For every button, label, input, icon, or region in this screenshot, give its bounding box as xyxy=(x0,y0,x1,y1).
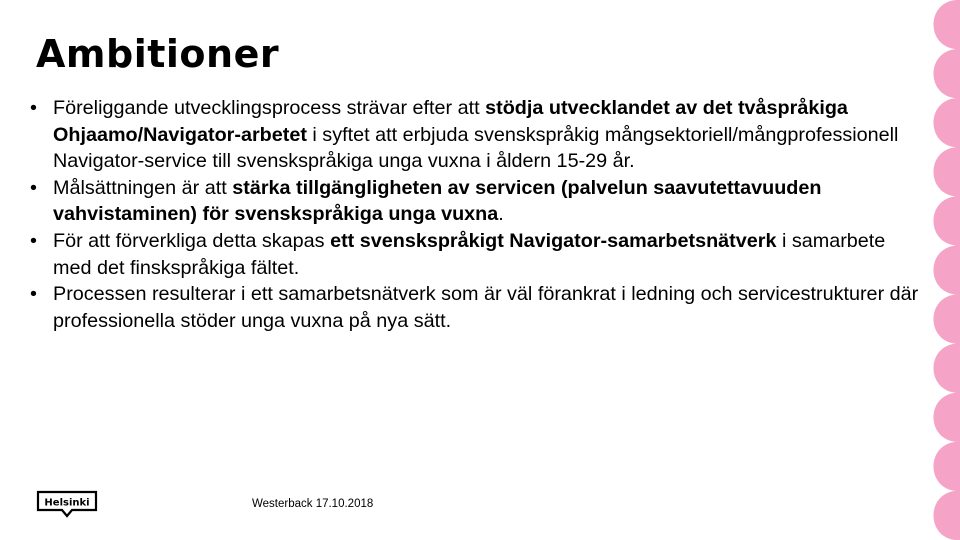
bullet-item xyxy=(30,281,920,334)
bullet-text: Processen resulterar i ett samarbetsnätverk som är väl förankrat i ledning och servicestrukturer där professionella stöder unga vuxna på nya sätt. xyxy=(53,283,919,332)
bullet-text: . xyxy=(498,203,504,226)
bullet-marker: • xyxy=(30,176,37,199)
bullet-item xyxy=(30,95,920,175)
bullet-marker: • xyxy=(30,283,37,306)
bullet-marker: • xyxy=(30,229,37,252)
bullet-text: Föreliggande utvecklingsprocess strävar efter att xyxy=(53,97,486,119)
bullet-emphasis: stärka tillgängligheten av servicen (palvelun saavutettavuuden vahvistaminen) för svenskspråkiga unga vuxna xyxy=(53,176,822,226)
bullet-list xyxy=(30,95,920,334)
bullet-text: i samarbete med det finskspråkiga fältet. xyxy=(53,229,886,279)
bullet-emphasis: stödja utvecklandet av det tvåspråkiga Ohjaamo/Navigator-arbetet xyxy=(53,97,848,146)
bullet-item xyxy=(30,228,920,281)
logo-wordmark: Helsinki xyxy=(44,497,90,509)
helsinki-logo xyxy=(36,490,98,518)
bullet-item xyxy=(30,175,920,228)
footer-text: Westerback 17.10.2018 xyxy=(252,498,374,510)
bullet-emphasis: ett svenskspråkigt Navigator-samarbetsnätverk xyxy=(330,229,777,252)
slide-title: Ambitioner xyxy=(36,32,280,76)
bullet-text: Målsättningen är att xyxy=(53,176,233,199)
bullet-text: För att förverkliga detta skapas xyxy=(53,229,331,252)
bullet-marker: • xyxy=(30,97,37,119)
bullet-text: i syftet att erbjuda svenskspråkig mångsektoriell/mångprofessionell Navigator-service till svenskspråkiga unga vuxna i åldern 15-29 år. xyxy=(53,123,899,173)
